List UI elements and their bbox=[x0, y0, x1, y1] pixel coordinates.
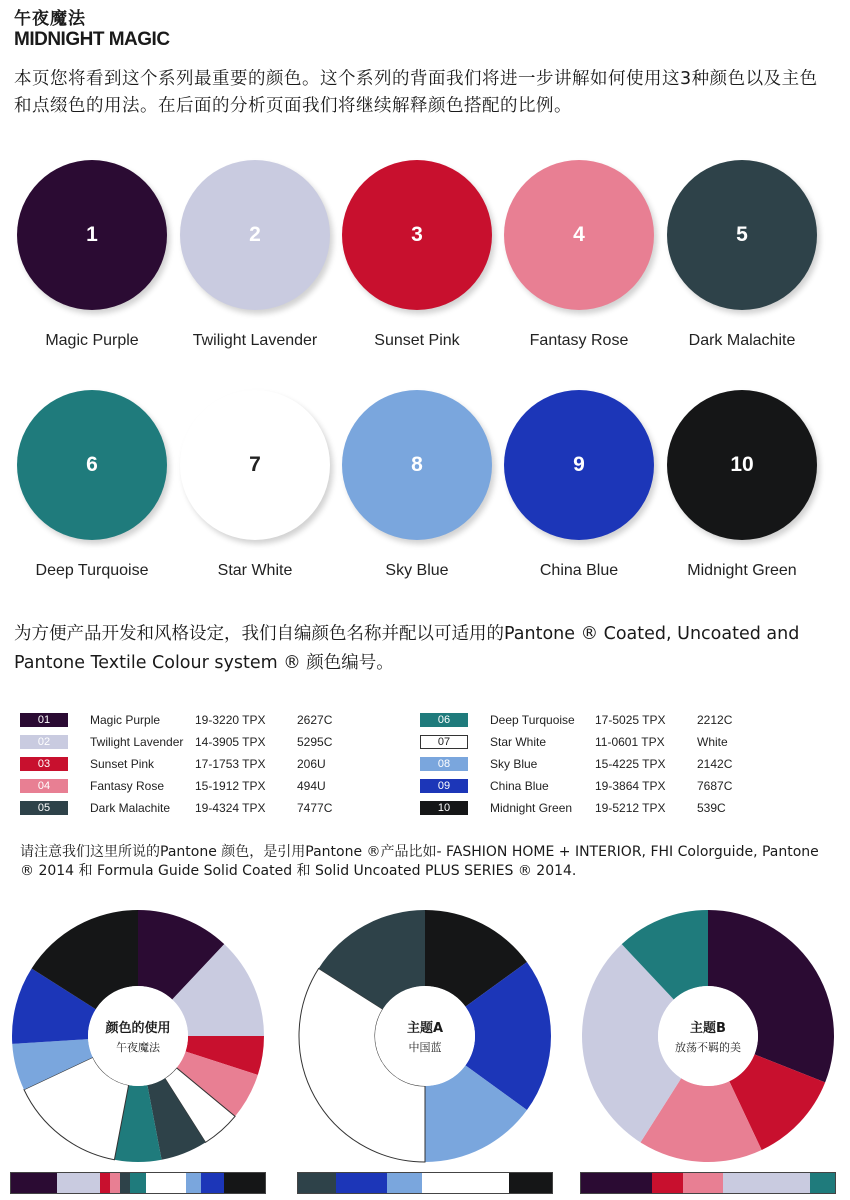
color-swatch bbox=[666, 390, 818, 580]
pantone-chip: 05 bbox=[20, 801, 68, 815]
pantone-color-name: Star White bbox=[490, 735, 547, 749]
strip-segment bbox=[110, 1173, 120, 1193]
donut-subtitle: 放荡不羁的美 bbox=[675, 1041, 741, 1054]
swatch-circle: 1 bbox=[17, 160, 167, 310]
pantone-coated-code: 494U bbox=[297, 779, 326, 793]
pantone-tpx-code: 19-5212 TPX bbox=[595, 801, 666, 815]
pantone-tpx-code: 11-0601 TPX bbox=[595, 735, 665, 749]
swatch-name: Deep Turquoise bbox=[35, 562, 149, 579]
color-swatch bbox=[503, 160, 655, 350]
swatch-name: Magic Purple bbox=[45, 332, 139, 349]
strip-segment bbox=[57, 1173, 100, 1193]
swatch-circle: 8 bbox=[342, 390, 492, 540]
swatch-circle: 6 bbox=[17, 390, 167, 540]
pantone-row bbox=[20, 800, 360, 816]
pantone-color-name: Magic Purple bbox=[90, 713, 161, 727]
pantone-tpx-code: 15-4225 TPX bbox=[595, 757, 666, 771]
pantone-tpx-code: 19-4324 TPX bbox=[195, 801, 266, 815]
donut-center-label bbox=[658, 986, 758, 1086]
donut-subtitle: 中国蓝 bbox=[408, 1041, 442, 1054]
pantone-row bbox=[420, 712, 760, 728]
strip-segment bbox=[146, 1173, 187, 1193]
color-ratio-strip bbox=[580, 1172, 836, 1194]
strip-segment bbox=[723, 1173, 809, 1193]
pantone-chip: 03 bbox=[20, 757, 68, 771]
color-ratio-donut bbox=[580, 908, 836, 1164]
pantone-intro: 为方便产品开发和风格设定，我们自编颜色名称并配以可适用的Pantone ® Coated, Uncoated and Pantone Textile Colour system ® 颜色编号。 bbox=[14, 624, 800, 673]
color-swatch bbox=[179, 160, 331, 350]
swatch-name: Sunset Pink bbox=[374, 332, 460, 349]
strip-segment bbox=[810, 1173, 835, 1193]
pantone-row bbox=[420, 778, 760, 794]
color-swatch bbox=[16, 390, 168, 580]
pantone-chip: 10 bbox=[420, 801, 468, 815]
pantone-chip: 02 bbox=[20, 735, 68, 749]
pantone-tpx-code: 17-1753 TPX bbox=[195, 757, 266, 771]
donut-subtitle: 午夜魔法 bbox=[116, 1041, 160, 1054]
pantone-color-name: Fantasy Rose bbox=[90, 779, 165, 793]
pantone-coated-code: 5295C bbox=[297, 735, 333, 749]
pantone-chip: 01 bbox=[20, 713, 68, 727]
swatch-name: Twilight Lavender bbox=[192, 332, 318, 349]
strip-segment bbox=[581, 1173, 652, 1193]
swatch-circle: 10 bbox=[667, 390, 817, 540]
pantone-coated-code: 7477C bbox=[297, 801, 333, 815]
pantone-chip: 04 bbox=[20, 779, 68, 793]
pantone-coated-code: 206U bbox=[297, 757, 326, 771]
pantone-tpx-code: 15-1912 TPX bbox=[195, 779, 266, 793]
color-swatch bbox=[341, 160, 493, 350]
color-swatch bbox=[341, 390, 493, 580]
color-swatch bbox=[503, 390, 655, 580]
pantone-tpx-code: 17-5025 TPX bbox=[595, 713, 666, 727]
pantone-tpx-code: 19-3864 TPX bbox=[595, 779, 666, 793]
pantone-coated-code: 2627C bbox=[297, 713, 333, 727]
swatch-circle: 5 bbox=[667, 160, 817, 310]
swatch-circle: 2 bbox=[180, 160, 330, 310]
pantone-row bbox=[420, 800, 760, 816]
pantone-row bbox=[20, 734, 360, 750]
page-title-cn: 午夜魔法 bbox=[14, 9, 86, 29]
donut-title: 颜色的使用 bbox=[105, 1021, 171, 1036]
pantone-color-name: Deep Turquoise bbox=[490, 713, 575, 727]
pantone-coated-code: White bbox=[697, 735, 728, 749]
pantone-row bbox=[420, 756, 760, 772]
pantone-chip: 08 bbox=[420, 757, 468, 771]
color-ratio-strip bbox=[10, 1172, 266, 1194]
pantone-color-name: Midnight Green bbox=[490, 801, 573, 815]
strip-segment bbox=[186, 1173, 201, 1193]
pantone-row bbox=[20, 756, 360, 772]
color-swatch bbox=[16, 160, 168, 350]
color-ratio-donut bbox=[10, 908, 266, 1164]
strip-segment bbox=[130, 1173, 145, 1193]
swatch-name: Star White bbox=[217, 562, 293, 579]
strip-segment bbox=[224, 1173, 265, 1193]
swatch-name: Midnight Green bbox=[687, 562, 797, 579]
color-swatch bbox=[179, 390, 331, 580]
strip-segment bbox=[652, 1173, 682, 1193]
strip-segment bbox=[387, 1173, 423, 1193]
pantone-coated-code: 2142C bbox=[697, 757, 733, 771]
intro-paragraph: 本页您将看到这个系列最重要的颜色。这个系列的背面我们将进一步讲解如何使用这3种颜色以及主色和点缀色的用法。在后面的分析页面我们将继续解释颜色搭配的比例。 bbox=[14, 69, 818, 116]
pantone-coated-code: 7687C bbox=[697, 779, 733, 793]
donut-center-label bbox=[88, 986, 188, 1086]
page-title-en: MIDNIGHT MAGIC bbox=[14, 29, 170, 50]
strip-segment bbox=[120, 1173, 130, 1193]
swatch-circle: 3 bbox=[342, 160, 492, 310]
strip-segment bbox=[509, 1173, 552, 1193]
pantone-coated-code: 2212C bbox=[697, 713, 733, 727]
pantone-color-name: Sky Blue bbox=[490, 757, 538, 771]
pantone-color-name: Twilight Lavender bbox=[90, 735, 184, 749]
strip-segment bbox=[11, 1173, 57, 1193]
donut-center-label bbox=[375, 986, 475, 1086]
pantone-chip: 06 bbox=[420, 713, 468, 727]
swatch-name: Sky Blue bbox=[385, 562, 449, 579]
pantone-row bbox=[20, 712, 360, 728]
pantone-row bbox=[20, 778, 360, 794]
color-ratio-donut bbox=[297, 908, 553, 1164]
strip-segment bbox=[336, 1173, 387, 1193]
color-ratio-strip bbox=[297, 1172, 553, 1194]
pantone-color-name: Dark Malachite bbox=[90, 801, 171, 815]
swatch-name: Dark Malachite bbox=[688, 332, 796, 349]
donut-title: 主题B bbox=[690, 1021, 726, 1036]
pantone-chip: 07 bbox=[420, 735, 468, 749]
strip-segment bbox=[683, 1173, 724, 1193]
pantone-chip: 09 bbox=[420, 779, 468, 793]
donut-title: 主题A bbox=[406, 1021, 444, 1036]
pantone-color-name: China Blue bbox=[490, 779, 549, 793]
swatch-circle: 7 bbox=[180, 390, 330, 540]
pantone-row bbox=[420, 734, 760, 750]
pantone-coated-code: 539C bbox=[697, 801, 726, 815]
swatch-circle: 9 bbox=[504, 390, 654, 540]
pantone-note: 请注意我们这里所说的Pantone 颜色，是引用Pantone ®产品比如- FASHION HOME + INTERIOR, FHI Colorguide, Pantone ® 2014 和 Formula Guide Solid Coated 和 Solid Uncoated PLUS SERIES ® 2014. bbox=[20, 844, 819, 879]
pantone-tpx-code: 19-3220 TPX bbox=[195, 713, 266, 727]
pantone-tpx-code: 14-3905 TPX bbox=[195, 735, 266, 749]
strip-segment bbox=[422, 1173, 508, 1193]
swatch-circle: 4 bbox=[504, 160, 654, 310]
swatch-name: Fantasy Rose bbox=[529, 332, 629, 349]
strip-segment bbox=[100, 1173, 110, 1193]
color-swatch bbox=[666, 160, 818, 350]
strip-segment bbox=[201, 1173, 224, 1193]
pantone-color-name: Sunset Pink bbox=[90, 757, 155, 771]
swatch-name: China Blue bbox=[539, 562, 619, 579]
strip-segment bbox=[298, 1173, 336, 1193]
